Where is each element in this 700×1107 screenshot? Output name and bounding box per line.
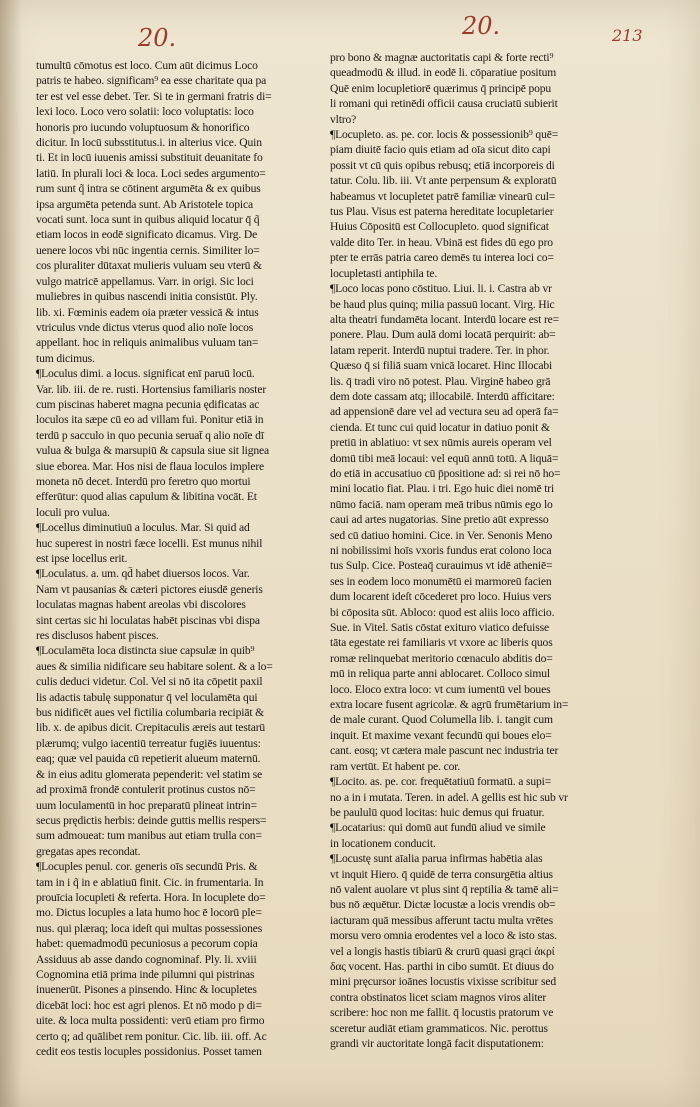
text-line: iacturam quā messibus afferunt tactu multa vrētes <box>330 913 553 927</box>
text-line: secus prędictis herbis: deinde guttis mellis respers= <box>36 813 267 827</box>
text-line: inquit. Et maxime vexant fecundū qui boues elo= <box>330 728 552 742</box>
text-line: in locationem conducit. <box>330 836 436 850</box>
text-line: lib. x. de apibus dicit. Crepitaculis æreis aut testarū <box>36 721 266 735</box>
manuscript-page-number: 213 <box>612 26 643 45</box>
text-line: ¶Loculatus. a. um. qd̄ habet diuersos locos. Var. <box>36 567 250 581</box>
text-line: contra obstinatos licet sciam magnos viros aliter <box>330 990 547 1004</box>
text-line: cos pluraliter dūtaxat mulieris vuluam seu vterū & <box>36 259 262 273</box>
manuscript-folio-note-middle: 20. <box>462 12 501 40</box>
text-line: be haud plus quinq; milia passuū locant. Virg. Hic <box>330 297 555 311</box>
text-line: vltro? <box>330 112 357 126</box>
text-line: tumultū cōmotus est loco. Cum aūt dicimus Loco <box>36 59 258 72</box>
text-line: lis. q̄ tradi viro nō potest. Plau. Virginē habeo grā <box>330 374 551 388</box>
text-line: etiam locos in eodē significato dicamus. Virg. De <box>36 228 258 242</box>
text-line: queadmodū & illud. in eodē li. cōparatiue positum <box>330 66 557 80</box>
text-line: do etiā in accusatiuo cū p̄positione ad: si rei nō ho= <box>330 466 561 480</box>
text-line: morsu vero omnia erodentes vel a loco & isto stas. <box>330 929 557 943</box>
text-line: loculi pro vulua. <box>36 505 110 519</box>
text-line: ¶Locatarius: qui domū aut fundū aliud ve simile <box>330 821 546 835</box>
text-line: nō valent auolare vt plus sint q̄ reptilia & tamē ali= <box>330 882 559 896</box>
text-line: uum loculamentū in hoc preparatū plineat intrin= <box>36 798 257 812</box>
text-line: dem dote cassam atq; illocabilē. Interdū afficitare: <box>330 389 555 403</box>
text-line: mini locatio fiat. Plau. i tri. Ego huic diei nomē tri <box>330 482 555 496</box>
text-line: tus Sulp. Cice. Posteaq̄ curauimus vt idē atheniē= <box>330 559 553 573</box>
text-line: vocati sunt. loca sunt in quibus aliquid locatur q̄ q̃ <box>36 213 260 227</box>
text-line: romæ relinquebat meritorio cœnaculo abditis do= <box>330 651 553 665</box>
text-line: Var. lib. iii. de re. rusti. Hortensius familiaris noster <box>36 382 267 396</box>
text-line: dum locarent ideſt cōcederet pro loco. Huius vers <box>330 590 552 604</box>
text-line: sum admoueat: tum manibus aut etiam trulla con= <box>36 829 262 843</box>
text-line: siue eborea. Mar. Hos nisi de flaua loculos implere <box>36 459 265 473</box>
text-line: res disclusos habent pisces. <box>36 629 159 643</box>
text-line: nūmo faciā. nam operam meā tribus nūmis ego lo <box>330 497 553 511</box>
text-line: latam reperit. Interdū nuptui tradere. Ter. in phor. <box>330 343 550 357</box>
text-line: culis deduci videtur. Col. Vel si nō ita cōpetit paxil <box>36 675 263 689</box>
text-line: domū tibi meā locaui: vel equū annū totū. A liquā= <box>330 451 559 465</box>
text-line: li romani qui retinēdi officii causa cruciatū subierit <box>330 97 558 111</box>
text-line: Assiduus ab asse dando cognominaf. Ply. li. xviii <box>36 952 257 966</box>
text-line: Quē enim locupletiorē quærimus q̄ principē popu <box>330 81 552 95</box>
text-line: ter est vel esse debet. Ter. Si te in germani fratris di= <box>36 89 272 103</box>
text-line: latiū. In plurali loci & loca. Loci sedes argumento= <box>36 166 266 180</box>
text-line: locupletasti antiphila te. <box>330 266 438 280</box>
text-line: lib. xi. Fœminis eadem oia præter vessicā & intus <box>36 305 259 319</box>
text-line: Huius Cōpositū est Collocupleto. quod significat <box>330 220 549 234</box>
text-line: inuenerūt. Pisones a pinsendo. Hinc & locupletes <box>36 983 257 997</box>
text-line: & in eius aditu glomerata pependerit: vel statim se <box>36 767 263 781</box>
text-line: prouīcia locupleti & referta. Hora. In locuplete do= <box>36 890 266 904</box>
text-line: ses in eodem loco monumētū ei marmoreū facien <box>330 574 552 588</box>
text-line: vtriculus vnde dictus vterus quod alio noīe locos <box>36 320 254 334</box>
text-line: tatur. Colu. lib. iii. Vt ante perpensum & exploratū <box>330 174 557 188</box>
text-column-right <box>330 50 628 1090</box>
text-line: valde dito Ter. in heau. Vbinā est fides dū ego pro <box>330 235 553 249</box>
text-line: Quæso q̄ si filiā suam vnicā locaret. Hinc Illocabi <box>330 359 553 373</box>
text-line: ¶Locito. as. pe. cor. frequētatiuū formatū. a supi= <box>330 775 552 789</box>
text-line: sceretur audiāt etiam grammaticos. Nic. perottus <box>330 1021 548 1035</box>
text-line: cum piscinas haberet magna pecunia ędificatas ac <box>36 397 260 411</box>
text-line: pter te errās patria careo demēs tu interea loci co= <box>330 251 554 265</box>
text-line: loco. Eloco extra loco: vt cum iumentū vel boues <box>330 682 551 696</box>
text-line: gregatas apes recondat. <box>36 844 141 858</box>
text-line: rum sunt q̃ intra se cōtinent argumēta & ex quibus <box>36 182 261 196</box>
text-line: ad appensionē dare vel ad vectura seu ad operā fa= <box>330 405 559 419</box>
text-line: extra locare fusent agricolæ. & agrū frumētarium in= <box>330 698 569 712</box>
text-line: ¶Locuples penul. cor. generis oīs secundū Pris. & <box>36 860 258 874</box>
text-line: cienda. Et tunc cui quid locatur in datiuo ponit & <box>330 420 550 434</box>
text-line: bus nidificēt aues vel fictilia columbaria recipiāt & <box>36 706 265 720</box>
text-line: tāta egestate rei familiaris vt vxore ac liberis quos <box>330 636 553 650</box>
text-line: lexi loco. Loco vero solatii: loco voluptatis: loco <box>36 105 254 119</box>
text-line: loculatas magnas habent areolas vbi discolores <box>36 598 246 612</box>
text-line: habet: quemadmodū pecuniosus a pecorum copia <box>36 937 258 951</box>
text-line: uite. & loca multa possidenti: verū etiam pro firmo <box>36 1014 265 1028</box>
text-line: est ipse locellus erit. <box>36 552 128 565</box>
text-line: alta theatri fundamēta locant. Interdū locare est re= <box>330 312 560 326</box>
text-line: tus Plau. Visus est paterna hereditate locupletarier <box>330 205 554 219</box>
text-line: no a in i mutata. Teren. in adel. A gellis est hic sub vr <box>330 790 568 804</box>
manuscript-folio-note-left: 20. <box>138 24 177 52</box>
text-line: mini pręcursor ioānes locustis vixisse scribitur sed <box>330 975 556 989</box>
text-line: nus. qui plæraq; loca ideſt qui multas possessiones <box>36 921 263 935</box>
text-line: ¶Locustę sunt aīalia parua infirmas habētia alas <box>330 852 543 866</box>
text-line: scribere: hoc non me fallit. q̄ locustis pratorum ve <box>330 1006 554 1020</box>
text-line: pretiū in ablatiuo: vt sex nūmis aureis operam vel <box>330 436 552 450</box>
text-line: de male curant. Quod Columella lib. i. tangit cum <box>330 713 553 727</box>
text-line: cedit eos testis locuples possidonius. Posset tamen <box>36 1045 262 1058</box>
text-line: vt inquit Hiero. q̄ quidē de terra consurgētia altius <box>330 867 553 881</box>
text-line: ipsa argumēta petenda sunt. Ab Aristotele topica <box>36 197 253 211</box>
text-line: dicebāt loci: hoc est agri plenos. Et nō modo p di= <box>36 998 262 1012</box>
text-line: ¶Loco locas pono cōstituo. Liui. li. i. Castra ab vr <box>330 282 552 296</box>
text-line: eaq; quæ vel pauida cū repetierit alueum maternū. <box>36 752 261 766</box>
text-line: sint certas sic hi loculatas habēt piscinas vbi dispa <box>36 613 260 627</box>
text-line: sed cū datiuo homini. Cice. in Ver. Senonis Meno <box>330 528 553 542</box>
text-line: ad proximā frondē contulerit protinus custos nō= <box>36 783 256 797</box>
text-line: caui ad artes nugatorias. Sine pretio aūt expresso <box>330 513 549 527</box>
text-line: appellant. hoc in reliquis animalibus vuluam tan= <box>36 336 259 350</box>
text-line: mū in reliqua parte anni ablocaret. Colloco simul <box>330 667 550 681</box>
text-line: muliebres in quibus nascendi initia consistūt. Ply. <box>36 290 258 304</box>
text-line: habeamus vt locupletet patrē familiæ vinearū cul= <box>330 189 556 203</box>
text-line: honoris pro iucundo voluptuosum & honorifico <box>36 120 250 134</box>
text-line: bus nō æquētur. Dictæ locustæ a locis vrendis ob= <box>330 898 556 912</box>
text-line: Nam vt pausanias & cæteri pictores eiusdē generis <box>36 582 263 596</box>
text-line: terdū p sacculo in quo pecunia seruat̄ q alio noīe dī <box>36 428 264 442</box>
binding-shadow <box>0 0 22 1107</box>
text-line: ¶Locellus diminutiuū a loculus. Mar. Si quid ad <box>36 521 250 535</box>
text-line: ponere. Plau. Dum aulā domi locatā perquirit: ab= <box>330 328 556 342</box>
text-line: mo. Dictus locuples a lata humo hoc ē locorū ple= <box>36 906 262 920</box>
text-line: patris te habeo. significam⁹ ea esse charitate qua pa <box>36 74 267 88</box>
text-line: plærumq; vulgo iacentiū terreatur fugiēs iuuentus: <box>36 736 261 750</box>
text-line: efferūtur: quod alias capulum & libitina vocāt. Et <box>36 490 257 504</box>
text-line: ¶Locupleto. as. pe. cor. locis & possessionib⁹ quē= <box>330 128 559 142</box>
text-line: ni nobilissimi hoīs vxoris fundus erat colono loca <box>330 544 552 557</box>
text-line: dicitur. In locū subsstitutus.i. in alterius vice. Quin <box>36 136 262 150</box>
text-line: ¶Loculus dimi. a locus. significat enī paruū locū. <box>36 367 255 381</box>
text-line: be paululū quod locitas: huic demus qui fruatur. <box>330 805 545 819</box>
text-line: ram vertūt. Et habent pe. cor. <box>330 759 461 773</box>
text-line: grandi vir auctoritate longā facit disputationem: <box>330 1037 544 1050</box>
text-line: pro bono & magnæ auctoritatis capi & forte recti⁹ <box>330 51 554 64</box>
text-column-left <box>36 58 314 1098</box>
text-line: moneta nō decet. Interdū pro feretro quo mortui <box>36 474 251 488</box>
text-line: aues & similia nidificare seu habitare solent. & a lo= <box>36 659 273 673</box>
text-line: certo q; ad quālibet rem ponitur. Cic. lib. iii. off. Ac <box>36 1029 267 1043</box>
text-line: loculos ita sæpe cū eo ad villam fui. Ponitur etiā in <box>36 413 264 427</box>
text-line: ti. Et in locū iuuenis amissi substituit deuanitate fo <box>36 151 263 165</box>
text-line: δας vocent. Has. parthi in cibo sumūt. Et diuus do <box>330 959 554 973</box>
text-line: uenere locos vbi nūc ingentia cernis. Similiter lo= <box>36 243 260 257</box>
text-line: vulgo matricē appellamus. Varr. in origi. Sic loci <box>36 274 254 288</box>
text-line: ¶Loculamēta loca distincta siue capsulæ in quib⁹ <box>36 644 255 658</box>
text-line: lis adactis tabulę supponatur q̄ vel loculamēta qui <box>36 690 258 704</box>
text-line: bi cōposita sūt. Abloco: quod est aliis loco afficio. <box>330 605 555 619</box>
text-line: huc superest in nostri fæce locelli. Est munus nihil <box>36 536 263 550</box>
text-line: cant. eosq; vt cætera male pascunt nec industria ter <box>330 744 559 758</box>
text-line: possit vt cū quis opibus rebusq; etiā incorporeis di <box>330 158 555 172</box>
text-line: Cognomina etiā prima inde pilumni qui pistrinas <box>36 967 255 981</box>
text-line: tum dicimus. <box>36 351 95 365</box>
text-line: piam diuitē facio quis etiam ad oīa sicut dito capi <box>330 143 551 157</box>
text-line: tam in i q̃ in e ablatiuū finit. Cic. in frumentaria. In <box>36 875 264 889</box>
text-line: vel a longis hastis tibiarū & crurū quasi grąci ἀκρί <box>330 944 555 958</box>
text-line: Sue. in Vitel. Satis cōstat exituro viatico defuisse <box>330 621 549 635</box>
text-line: vulua & bulga & marsupiū & capsula siue sit lignea <box>36 444 270 458</box>
